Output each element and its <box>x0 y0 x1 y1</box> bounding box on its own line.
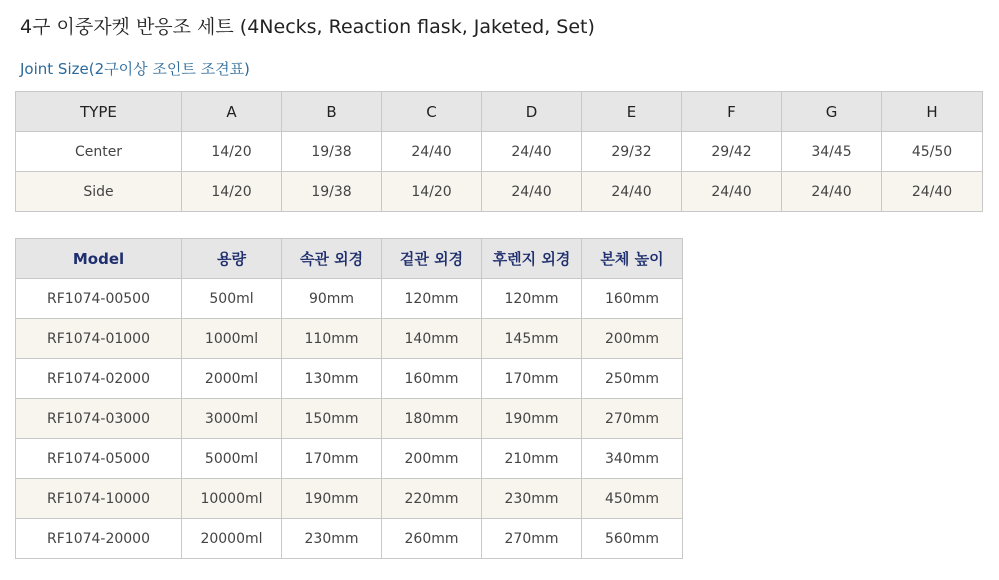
table-row <box>16 319 683 359</box>
joint-cell: 29/32 <box>582 132 682 172</box>
model-cell: 130mm <box>282 359 382 399</box>
model-cell: 270mm <box>482 519 582 559</box>
model-cell: 5000ml <box>182 439 282 479</box>
model-cell: 180mm <box>382 399 482 439</box>
model-cell: 3000ml <box>182 399 282 439</box>
model-cell: RF1074-20000 <box>16 519 182 559</box>
model-cell: RF1074-03000 <box>16 399 182 439</box>
model-cell: 190mm <box>482 399 582 439</box>
joint-header-cell: C <box>382 92 482 132</box>
joint-table-header-row <box>16 92 983 132</box>
model-cell: 110mm <box>282 319 382 359</box>
joint-header-cell: TYPE <box>16 92 182 132</box>
joint-header-cell: D <box>482 92 582 132</box>
model-cell: 90mm <box>282 279 382 319</box>
model-cell: 230mm <box>282 519 382 559</box>
joint-header-cell: F <box>682 92 782 132</box>
joint-cell: Side <box>16 172 182 212</box>
model-cell: 450mm <box>582 479 683 519</box>
model-cell: 190mm <box>282 479 382 519</box>
joint-cell: 24/40 <box>682 172 782 212</box>
joint-cell: 24/40 <box>482 172 582 212</box>
model-cell: RF1074-01000 <box>16 319 182 359</box>
model-cell: 170mm <box>282 439 382 479</box>
model-cell: RF1074-10000 <box>16 479 182 519</box>
model-cell: 20000ml <box>182 519 282 559</box>
model-cell: 145mm <box>482 319 582 359</box>
joint-cell: 19/38 <box>282 132 382 172</box>
model-cell: RF1074-05000 <box>16 439 182 479</box>
joint-size-table <box>15 91 983 212</box>
table-row <box>16 519 683 559</box>
model-cell: 210mm <box>482 439 582 479</box>
table-row <box>16 479 683 519</box>
model-header-cell: Model <box>16 239 182 279</box>
model-cell: 160mm <box>582 279 683 319</box>
joint-cell: 24/40 <box>882 172 983 212</box>
model-cell: 10000ml <box>182 479 282 519</box>
joint-cell: 24/40 <box>382 132 482 172</box>
table-row <box>16 359 683 399</box>
model-cell: 230mm <box>482 479 582 519</box>
page-title: 4구 이중자켓 반응조 세트 (4Necks, Reaction flask, Jaketed, Set) <box>20 16 595 38</box>
model-header-cell: 본체 높이 <box>582 239 683 279</box>
joint-cell: 45/50 <box>882 132 983 172</box>
model-cell: 1000ml <box>182 319 282 359</box>
joint-cell: 24/40 <box>482 132 582 172</box>
model-cell: 340mm <box>582 439 683 479</box>
model-cell: 150mm <box>282 399 382 439</box>
joint-cell: 14/20 <box>382 172 482 212</box>
table-row <box>16 172 983 212</box>
joint-cell: Center <box>16 132 182 172</box>
model-cell: 560mm <box>582 519 683 559</box>
joint-header-cell: H <box>882 92 983 132</box>
model-cell: 220mm <box>382 479 482 519</box>
model-cell: 200mm <box>382 439 482 479</box>
model-header-cell: 겉관 외경 <box>382 239 482 279</box>
model-cell: 250mm <box>582 359 683 399</box>
model-cell: RF1074-02000 <box>16 359 182 399</box>
joint-cell: 19/38 <box>282 172 382 212</box>
model-header-cell: 용량 <box>182 239 282 279</box>
joint-header-cell: G <box>782 92 882 132</box>
joint-cell: 14/20 <box>182 172 282 212</box>
table-row <box>16 399 683 439</box>
model-spec-table <box>15 238 683 559</box>
model-cell: 500ml <box>182 279 282 319</box>
table-row <box>16 279 683 319</box>
joint-cell: 34/45 <box>782 132 882 172</box>
model-cell: 140mm <box>382 319 482 359</box>
joint-header-cell: A <box>182 92 282 132</box>
model-cell: 2000ml <box>182 359 282 399</box>
model-cell: 120mm <box>482 279 582 319</box>
model-cell: 200mm <box>582 319 683 359</box>
model-cell: 160mm <box>382 359 482 399</box>
model-cell: 120mm <box>382 279 482 319</box>
table-row <box>16 132 983 172</box>
joint-header-cell: B <box>282 92 382 132</box>
model-header-cell: 후렌지 외경 <box>482 239 582 279</box>
joint-size-subtitle: Joint Size(2구이상 조인트 조견표) <box>20 60 250 78</box>
joint-cell: 14/20 <box>182 132 282 172</box>
model-cell: 260mm <box>382 519 482 559</box>
model-cell: 170mm <box>482 359 582 399</box>
model-cell: 270mm <box>582 399 683 439</box>
joint-cell: 29/42 <box>682 132 782 172</box>
joint-header-cell: E <box>582 92 682 132</box>
model-cell: RF1074-00500 <box>16 279 182 319</box>
joint-cell: 24/40 <box>782 172 882 212</box>
joint-cell: 24/40 <box>582 172 682 212</box>
model-header-cell: 속관 외경 <box>282 239 382 279</box>
model-table-header-row <box>16 239 683 279</box>
table-row <box>16 439 683 479</box>
